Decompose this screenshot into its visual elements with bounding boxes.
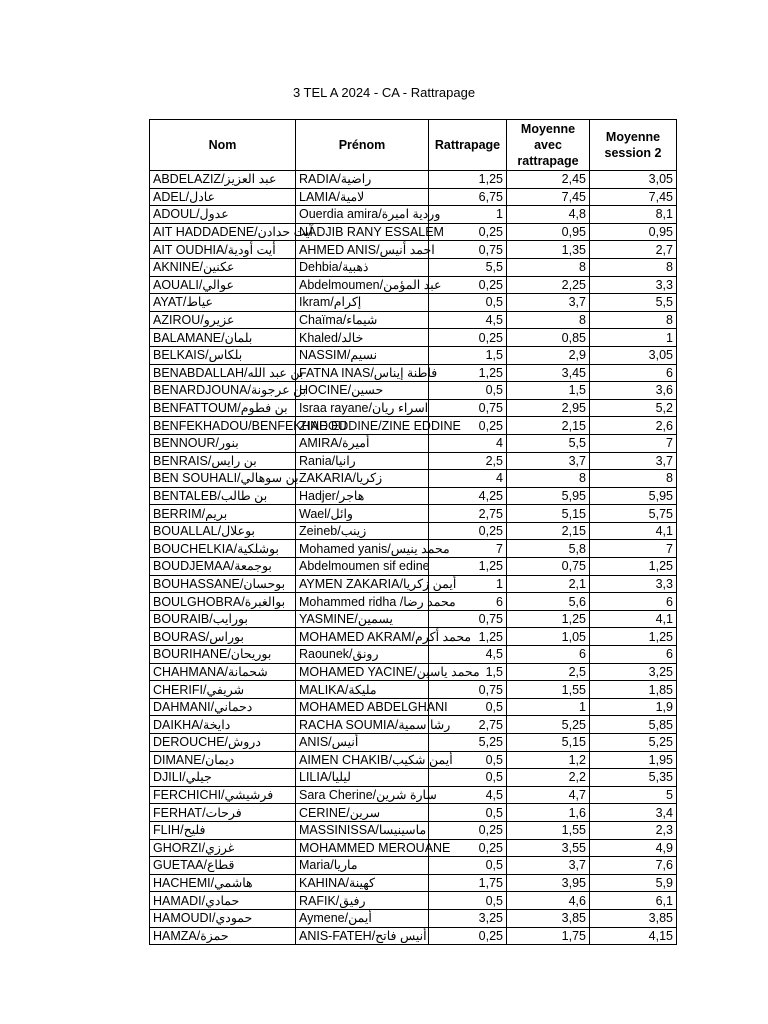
cell-moyenne-avec-rattrapage: 5,6 xyxy=(507,593,590,611)
cell-rattrapage: 0,25 xyxy=(429,417,507,435)
cell-prenom: AIMEN CHAKIB/أيمن شكيب xyxy=(296,751,429,769)
cell-prenom: Ikram/إكرام xyxy=(296,294,429,312)
cell-moyenne-avec-rattrapage: 4,7 xyxy=(507,786,590,804)
cell-moyenne-session-2: 5 xyxy=(590,786,677,804)
cell-moyenne-avec-rattrapage: 2,1 xyxy=(507,575,590,593)
cell-moyenne-avec-rattrapage: 3,7 xyxy=(507,857,590,875)
cell-rattrapage: 6 xyxy=(429,593,507,611)
cell-prenom: ANIS/أنيس xyxy=(296,734,429,752)
cell-moyenne-avec-rattrapage: 8 xyxy=(507,311,590,329)
cell-moyenne-avec-rattrapage: 3,7 xyxy=(507,294,590,312)
cell-nom: BENFEKHADOU/BENFEKHADOU xyxy=(150,417,296,435)
cell-nom: GUETAA/قطاع xyxy=(150,857,296,875)
cell-rattrapage: 0,25 xyxy=(429,329,507,347)
cell-moyenne-avec-rattrapage: 2,25 xyxy=(507,276,590,294)
cell-nom: AIT OUDHIA/أيت أودية xyxy=(150,241,296,259)
cell-prenom: ANIS-FATEH/أنيس فاتح xyxy=(296,927,429,945)
cell-moyenne-session-2: 3,3 xyxy=(590,575,677,593)
cell-moyenne-avec-rattrapage: 1,75 xyxy=(507,927,590,945)
cell-moyenne-avec-rattrapage: 3,95 xyxy=(507,874,590,892)
cell-moyenne-session-2: 5,75 xyxy=(590,505,677,523)
cell-rattrapage: 0,75 xyxy=(429,241,507,259)
cell-moyenne-session-2: 3,7 xyxy=(590,452,677,470)
cell-nom: BOUCHELKIA/بوشلكية xyxy=(150,540,296,558)
table-row xyxy=(150,628,677,646)
cell-rattrapage: 2,75 xyxy=(429,716,507,734)
cell-moyenne-avec-rattrapage: 1,55 xyxy=(507,681,590,699)
cell-moyenne-session-2: 3,25 xyxy=(590,663,677,681)
table-row xyxy=(150,909,677,927)
cell-rattrapage: 0,25 xyxy=(429,223,507,241)
cell-nom: GHORZI/غرزي xyxy=(150,839,296,857)
cell-prenom: MASSINISSA/ماسينيسا xyxy=(296,821,429,839)
cell-prenom: RACHA SOUMIA/رشا سمية xyxy=(296,716,429,734)
cell-moyenne-session-2: 7,6 xyxy=(590,857,677,875)
cell-nom: DJILI/جيلي xyxy=(150,769,296,787)
table-row xyxy=(150,593,677,611)
cell-moyenne-avec-rattrapage: 2,95 xyxy=(507,399,590,417)
cell-prenom: LAMIA/لامية xyxy=(296,188,429,206)
table-row xyxy=(150,206,677,224)
cell-rattrapage: 1,25 xyxy=(429,364,507,382)
cell-nom: FERCHICHI/فرشيشي xyxy=(150,786,296,804)
cell-rattrapage: 0,25 xyxy=(429,927,507,945)
cell-nom: AOUALI/عوالي xyxy=(150,276,296,294)
table-row xyxy=(150,522,677,540)
cell-rattrapage: 1,5 xyxy=(429,346,507,364)
cell-moyenne-session-2: 3,3 xyxy=(590,276,677,294)
table-row xyxy=(150,734,677,752)
cell-rattrapage: 0,5 xyxy=(429,294,507,312)
cell-rattrapage: 4 xyxy=(429,434,507,452)
cell-prenom: Sara Cherine/سارة شرين xyxy=(296,786,429,804)
table-row xyxy=(150,470,677,488)
cell-prenom: Ouerdia amira/وردية اميرة xyxy=(296,206,429,224)
cell-moyenne-avec-rattrapage: 5,8 xyxy=(507,540,590,558)
cell-prenom: MOHAMMED MEROUANE xyxy=(296,839,429,857)
cell-moyenne-session-2: 1,25 xyxy=(590,628,677,646)
cell-moyenne-session-2: 1,85 xyxy=(590,681,677,699)
cell-nom: BOUDJEMAA/بوجمعة xyxy=(150,558,296,576)
cell-rattrapage: 0,25 xyxy=(429,276,507,294)
cell-nom: AIT HADDADENE/آيت حدادن xyxy=(150,223,296,241)
cell-prenom: CERINE/سرين xyxy=(296,804,429,822)
cell-moyenne-avec-rattrapage: 3,7 xyxy=(507,452,590,470)
cell-moyenne-avec-rattrapage: 1,05 xyxy=(507,628,590,646)
cell-moyenne-avec-rattrapage: 7,45 xyxy=(507,188,590,206)
table-body xyxy=(150,171,677,945)
cell-moyenne-session-2: 4,15 xyxy=(590,927,677,945)
cell-moyenne-session-2: 4,9 xyxy=(590,839,677,857)
cell-nom: BELKAIS/بلكاس xyxy=(150,346,296,364)
cell-moyenne-session-2: 3,6 xyxy=(590,382,677,400)
cell-prenom: Rania/رانيا xyxy=(296,452,429,470)
cell-prenom: Zeineb/زينب xyxy=(296,522,429,540)
table-row xyxy=(150,681,677,699)
cell-rattrapage: 0,75 xyxy=(429,399,507,417)
table-row xyxy=(150,329,677,347)
cell-rattrapage: 5,25 xyxy=(429,734,507,752)
cell-nom: BOUHASSANE/بوحسان xyxy=(150,575,296,593)
cell-moyenne-session-2: 6 xyxy=(590,364,677,382)
cell-moyenne-avec-rattrapage: 5,95 xyxy=(507,487,590,505)
cell-rattrapage: 2,75 xyxy=(429,505,507,523)
cell-moyenne-avec-rattrapage: 5,15 xyxy=(507,734,590,752)
table-row xyxy=(150,294,677,312)
cell-moyenne-session-2: 8 xyxy=(590,470,677,488)
cell-prenom: Wael/وائل xyxy=(296,505,429,523)
cell-prenom: HOCINE/حسين xyxy=(296,382,429,400)
cell-moyenne-session-2: 6,1 xyxy=(590,892,677,910)
cell-moyenne-session-2: 7 xyxy=(590,540,677,558)
cell-rattrapage: 0,5 xyxy=(429,804,507,822)
table-row xyxy=(150,452,677,470)
table-row xyxy=(150,364,677,382)
cell-prenom: Dehbia/ذهبية xyxy=(296,258,429,276)
cell-prenom: Maria/ماريا xyxy=(296,857,429,875)
cell-moyenne-session-2: 8 xyxy=(590,258,677,276)
cell-moyenne-avec-rattrapage: 1,5 xyxy=(507,382,590,400)
cell-moyenne-session-2: 7 xyxy=(590,434,677,452)
cell-nom: HACHEMI/هاشمي xyxy=(150,874,296,892)
cell-nom: BEN SOUHALI/بن سوهالي xyxy=(150,470,296,488)
cell-moyenne-session-2: 1,9 xyxy=(590,698,677,716)
table-row xyxy=(150,927,677,945)
cell-prenom: Aymene/أيمن xyxy=(296,909,429,927)
cell-prenom: Abdelmoumen sif edine xyxy=(296,558,429,576)
cell-prenom: Hadjer/هاجر xyxy=(296,487,429,505)
cell-prenom: AHMED ANIS/احمد أنيس xyxy=(296,241,429,259)
cell-nom: BOUALLAL/بوعلال xyxy=(150,522,296,540)
cell-nom: BENABDALLAH/بن عبد الله xyxy=(150,364,296,382)
table-row xyxy=(150,311,677,329)
cell-prenom: MOHAMED ABDELGHANI xyxy=(296,698,429,716)
cell-moyenne-avec-rattrapage: 2,45 xyxy=(507,171,590,189)
cell-prenom: MOHAMED AKRAM/محمد أكرم xyxy=(296,628,429,646)
cell-nom: DAHMANI/دحماني xyxy=(150,698,296,716)
cell-rattrapage: 0,75 xyxy=(429,610,507,628)
cell-moyenne-avec-rattrapage: 2,15 xyxy=(507,522,590,540)
cell-rattrapage: 0,5 xyxy=(429,769,507,787)
cell-moyenne-avec-rattrapage: 0,95 xyxy=(507,223,590,241)
cell-rattrapage: 0,25 xyxy=(429,522,507,540)
cell-moyenne-session-2: 5,85 xyxy=(590,716,677,734)
table-row xyxy=(150,487,677,505)
header-moyenne-session-2: Moyenne session 2 xyxy=(590,120,677,171)
table-row xyxy=(150,241,677,259)
cell-prenom: ZINE EDDINE/ZINE EDDINE xyxy=(296,417,429,435)
cell-rattrapage: 0,5 xyxy=(429,698,507,716)
table-row xyxy=(150,857,677,875)
cell-rattrapage: 1,25 xyxy=(429,628,507,646)
cell-moyenne-avec-rattrapage: 2,15 xyxy=(507,417,590,435)
cell-rattrapage: 5,5 xyxy=(429,258,507,276)
cell-rattrapage: 0,25 xyxy=(429,821,507,839)
cell-prenom: Mohammed ridha /محمد رضا xyxy=(296,593,429,611)
header-row xyxy=(150,120,677,171)
cell-rattrapage: 1,25 xyxy=(429,171,507,189)
cell-moyenne-session-2: 2,6 xyxy=(590,417,677,435)
cell-prenom: FATNA INAS/فاطنة إيناس xyxy=(296,364,429,382)
cell-prenom: NADJIB RANY ESSALEM xyxy=(296,223,429,241)
cell-rattrapage: 4,5 xyxy=(429,646,507,664)
page-title: 3 TEL A 2024 - CA - Rattrapage xyxy=(292,85,476,100)
cell-moyenne-avec-rattrapage: 8 xyxy=(507,470,590,488)
cell-moyenne-session-2: 3,4 xyxy=(590,804,677,822)
cell-moyenne-session-2: 5,5 xyxy=(590,294,677,312)
cell-rattrapage: 0,75 xyxy=(429,681,507,699)
table-row xyxy=(150,821,677,839)
cell-prenom: Israa rayane/اسراء ريان xyxy=(296,399,429,417)
cell-nom: BENTALEB/بن طالب xyxy=(150,487,296,505)
cell-nom: BOURAS/بوراس xyxy=(150,628,296,646)
cell-moyenne-session-2: 5,2 xyxy=(590,399,677,417)
cell-moyenne-session-2: 3,05 xyxy=(590,171,677,189)
table-row xyxy=(150,786,677,804)
cell-moyenne-avec-rattrapage: 5,5 xyxy=(507,434,590,452)
cell-moyenne-avec-rattrapage: 1,2 xyxy=(507,751,590,769)
cell-nom: DIMANE/ديمان xyxy=(150,751,296,769)
cell-moyenne-avec-rattrapage: 4,6 xyxy=(507,892,590,910)
cell-moyenne-avec-rattrapage: 5,15 xyxy=(507,505,590,523)
cell-rattrapage: 0,5 xyxy=(429,857,507,875)
cell-nom: BENARDJOUNA/بن عرجونة xyxy=(150,382,296,400)
table-row xyxy=(150,223,677,241)
cell-rattrapage: 1 xyxy=(429,575,507,593)
cell-nom: BENRAIS/بن رايس xyxy=(150,452,296,470)
cell-rattrapage: 7 xyxy=(429,540,507,558)
cell-moyenne-session-2: 5,95 xyxy=(590,487,677,505)
cell-moyenne-avec-rattrapage: 4,8 xyxy=(507,206,590,224)
grades-table xyxy=(149,119,677,945)
table-row xyxy=(150,558,677,576)
table-row xyxy=(150,505,677,523)
cell-rattrapage: 0,5 xyxy=(429,751,507,769)
cell-nom: BENFATTOUM/بن فطوم xyxy=(150,399,296,417)
table-row xyxy=(150,610,677,628)
cell-moyenne-avec-rattrapage: 1,35 xyxy=(507,241,590,259)
table-row xyxy=(150,417,677,435)
cell-moyenne-avec-rattrapage: 1 xyxy=(507,698,590,716)
table-row xyxy=(150,276,677,294)
cell-moyenne-avec-rattrapage: 0,85 xyxy=(507,329,590,347)
cell-moyenne-session-2: 3,85 xyxy=(590,909,677,927)
cell-moyenne-session-2: 0,95 xyxy=(590,223,677,241)
cell-moyenne-session-2: 3,05 xyxy=(590,346,677,364)
cell-nom: FLIH/فليح xyxy=(150,821,296,839)
cell-moyenne-avec-rattrapage: 1,6 xyxy=(507,804,590,822)
cell-nom: BOULGHOBRA/بوالغبرة xyxy=(150,593,296,611)
cell-moyenne-avec-rattrapage: 1,55 xyxy=(507,821,590,839)
cell-nom: AZIROU/عزيرو xyxy=(150,311,296,329)
cell-moyenne-session-2: 2,3 xyxy=(590,821,677,839)
cell-prenom: RAFIK/رفيق xyxy=(296,892,429,910)
header-nom: Nom xyxy=(150,120,296,171)
cell-nom: FERHAT/فرحات xyxy=(150,804,296,822)
cell-prenom: NASSIM/نسيم xyxy=(296,346,429,364)
cell-moyenne-session-2: 6 xyxy=(590,593,677,611)
cell-moyenne-avec-rattrapage: 1,25 xyxy=(507,610,590,628)
cell-nom: BENNOUR/بنور xyxy=(150,434,296,452)
cell-nom: ABDELAZIZ/عبد العزيز xyxy=(150,171,296,189)
header-rattrapage: Rattrapage xyxy=(429,120,507,171)
cell-rattrapage: 1,25 xyxy=(429,558,507,576)
cell-nom: CHERIFI/شريفي xyxy=(150,681,296,699)
table-row xyxy=(150,646,677,664)
cell-moyenne-session-2: 7,45 xyxy=(590,188,677,206)
cell-moyenne-session-2: 1,25 xyxy=(590,558,677,576)
cell-rattrapage: 2,5 xyxy=(429,452,507,470)
cell-nom: ADOUL/عدول xyxy=(150,206,296,224)
cell-moyenne-avec-rattrapage: 2,9 xyxy=(507,346,590,364)
table-row xyxy=(150,434,677,452)
cell-moyenne-avec-rattrapage: 0,75 xyxy=(507,558,590,576)
cell-moyenne-avec-rattrapage: 3,85 xyxy=(507,909,590,927)
cell-prenom: Raounek/رونق xyxy=(296,646,429,664)
table-row xyxy=(150,399,677,417)
cell-rattrapage: 3,25 xyxy=(429,909,507,927)
cell-prenom: AYMEN ZAKARIA/أيمن زكريا xyxy=(296,575,429,593)
cell-prenom: KAHINA/كهينة xyxy=(296,874,429,892)
cell-nom: CHAHMANA/شحمانة xyxy=(150,663,296,681)
table-row xyxy=(150,540,677,558)
table-row xyxy=(150,804,677,822)
table-row xyxy=(150,892,677,910)
table-row xyxy=(150,751,677,769)
cell-moyenne-session-2: 6 xyxy=(590,646,677,664)
cell-moyenne-session-2: 2,7 xyxy=(590,241,677,259)
cell-moyenne-session-2: 1,95 xyxy=(590,751,677,769)
cell-prenom: LILIA/ليليا xyxy=(296,769,429,787)
cell-moyenne-session-2: 5,9 xyxy=(590,874,677,892)
cell-nom: DEROUCHE/دروش xyxy=(150,734,296,752)
table-row xyxy=(150,382,677,400)
cell-prenom: Khaled/خالد xyxy=(296,329,429,347)
table-row xyxy=(150,346,677,364)
cell-prenom: MALIKA/مليكة xyxy=(296,681,429,699)
cell-moyenne-avec-rattrapage: 5,25 xyxy=(507,716,590,734)
cell-moyenne-avec-rattrapage: 8 xyxy=(507,258,590,276)
cell-moyenne-session-2: 8 xyxy=(590,311,677,329)
cell-moyenne-session-2: 5,25 xyxy=(590,734,677,752)
cell-rattrapage: 4,25 xyxy=(429,487,507,505)
cell-rattrapage: 1,5 xyxy=(429,663,507,681)
cell-prenom: YASMINE/يسمين xyxy=(296,610,429,628)
cell-nom: HAMOUDI/حمودي xyxy=(150,909,296,927)
cell-nom: BERRIM/بريم xyxy=(150,505,296,523)
cell-rattrapage: 4,5 xyxy=(429,786,507,804)
table-row xyxy=(150,258,677,276)
table-row xyxy=(150,698,677,716)
cell-rattrapage: 1 xyxy=(429,206,507,224)
cell-rattrapage: 0,5 xyxy=(429,382,507,400)
cell-prenom: ZAKARIA/زكريا xyxy=(296,470,429,488)
cell-moyenne-avec-rattrapage: 2,2 xyxy=(507,769,590,787)
cell-nom: AKNINE/عكنين xyxy=(150,258,296,276)
table-row xyxy=(150,663,677,681)
cell-prenom: RADIA/راضية xyxy=(296,171,429,189)
table-row xyxy=(150,171,677,189)
table-row xyxy=(150,874,677,892)
cell-moyenne-session-2: 4,1 xyxy=(590,522,677,540)
cell-prenom: Chaïma/شيماء xyxy=(296,311,429,329)
cell-moyenne-session-2: 4,1 xyxy=(590,610,677,628)
cell-prenom: AMIRA/أميرة xyxy=(296,434,429,452)
cell-nom: BOURIHANE/بوريحان xyxy=(150,646,296,664)
table-row xyxy=(150,188,677,206)
cell-moyenne-avec-rattrapage: 2,5 xyxy=(507,663,590,681)
cell-moyenne-session-2: 5,35 xyxy=(590,769,677,787)
cell-rattrapage: 1,75 xyxy=(429,874,507,892)
cell-nom: DAIKHA/دايخة xyxy=(150,716,296,734)
cell-nom: ADEL/عادل xyxy=(150,188,296,206)
header-moyenne-avec-rattrapage: Moyenne avec rattrapage xyxy=(507,120,590,171)
cell-nom: HAMADI/حمادي xyxy=(150,892,296,910)
cell-rattrapage: 4,5 xyxy=(429,311,507,329)
cell-moyenne-session-2: 1 xyxy=(590,329,677,347)
cell-nom: BALAMANE/بلمان xyxy=(150,329,296,347)
cell-moyenne-avec-rattrapage: 3,45 xyxy=(507,364,590,382)
cell-moyenne-session-2: 8,1 xyxy=(590,206,677,224)
cell-prenom: Mohamed yanis/محمد ينيس xyxy=(296,540,429,558)
cell-moyenne-avec-rattrapage: 6 xyxy=(507,646,590,664)
cell-nom: BOURAIB/بورايب xyxy=(150,610,296,628)
table-row xyxy=(150,716,677,734)
cell-nom: AYAT/عياط xyxy=(150,294,296,312)
table-row xyxy=(150,839,677,857)
header-prenom: Prénom xyxy=(296,120,429,171)
cell-prenom: MOHAMED YACINE/محمد ياسين xyxy=(296,663,429,681)
cell-prenom: Abdelmoumen/عبد المؤمن xyxy=(296,276,429,294)
cell-rattrapage: 6,75 xyxy=(429,188,507,206)
cell-moyenne-avec-rattrapage: 3,55 xyxy=(507,839,590,857)
cell-rattrapage: 0,5 xyxy=(429,892,507,910)
cell-rattrapage: 4 xyxy=(429,470,507,488)
table-row xyxy=(150,575,677,593)
cell-nom: HAMZA/حمزة xyxy=(150,927,296,945)
cell-rattrapage: 0,25 xyxy=(429,839,507,857)
table-row xyxy=(150,769,677,787)
